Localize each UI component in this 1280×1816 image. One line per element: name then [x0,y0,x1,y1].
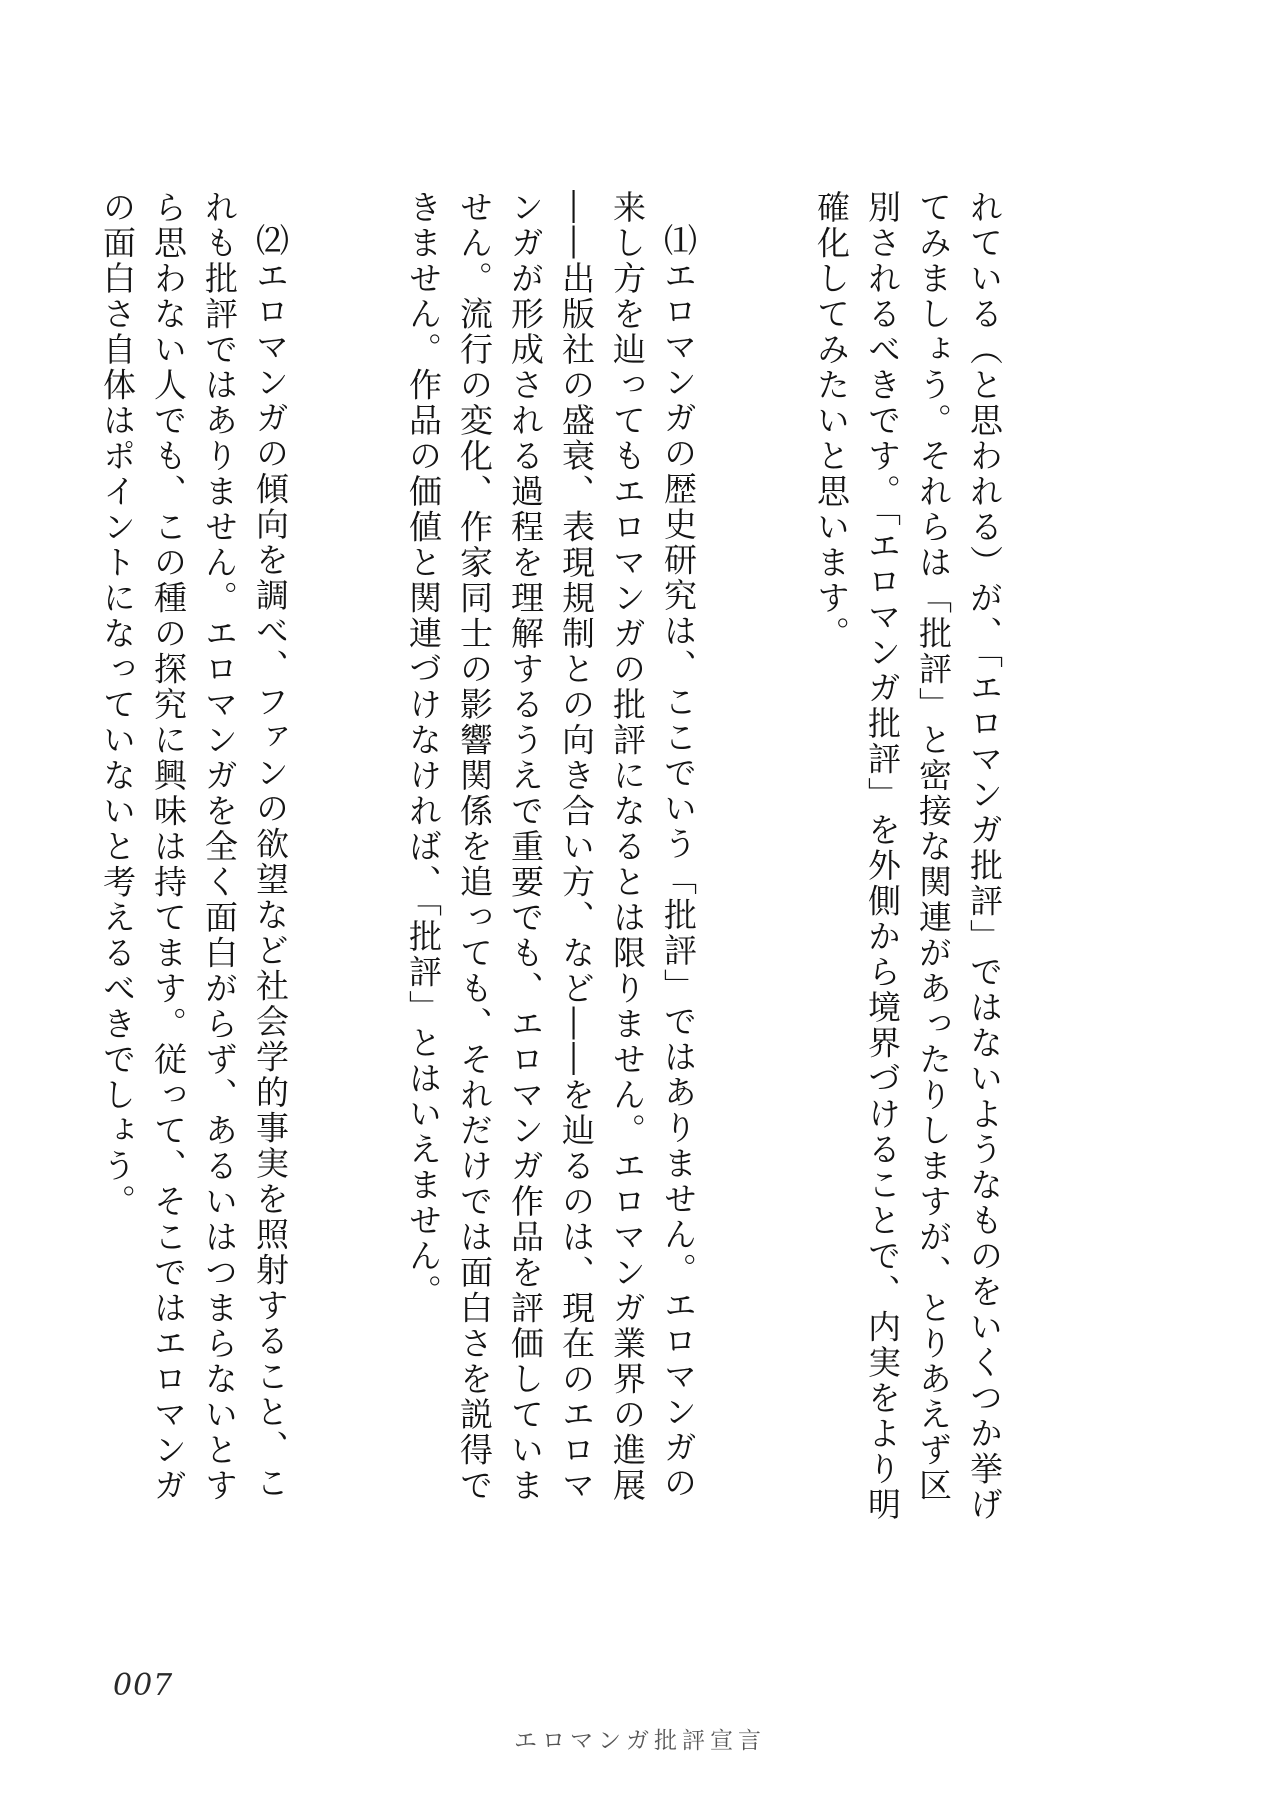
paragraph-continuation: れている（と思われる）が、「エロマンガ批評」ではないようなものをいくつか挙げてみましょう。それらは「批評」と密接な関連があったりしますが、とりあえず区別されるべきです。「エロマンガ批評」を外側から境界づけることで、内実をより明確化してみたいと思います。 [812,190,1004,1523]
paragraph-sociology: ⑵エロマンガの傾向を調べ、ファンの欲望など社会学的事実を照射すること、これも批評ではありません。エロマンガを全く面白がらず、あるいはつまらないとすら思わない人でも、この種の探究に興味は持てます。従って、そこではエロマンガの面白さ自体はポイントになっていないと考えるべきでしょう。 [98,190,290,1504]
vertical-body-text [98,190,1112,1535]
page-number: 007 [113,1668,174,1703]
running-title: エロマンガ批評宣言 [514,1728,766,1754]
paragraph-history-research: ⑴エロマンガの歴史研究は、ここでいう「批評」ではありません。エロマンガの来し方を辿ってもエロマンガの批評になるとは限りません。エロマンガ業界の進展――出版社の盛衰、表現規制との向き合い方、など――を辿るのは、現在のエロマンガが形成される過程を理解するうえで重要でも、エロマンガ作品を評価していません。流行の変化、作家同士の影響関係を追っても、それだけでは面白さを説得できません。作品の価値と関連づけなければ、「批評」とはいえません。 [404,190,698,1504]
